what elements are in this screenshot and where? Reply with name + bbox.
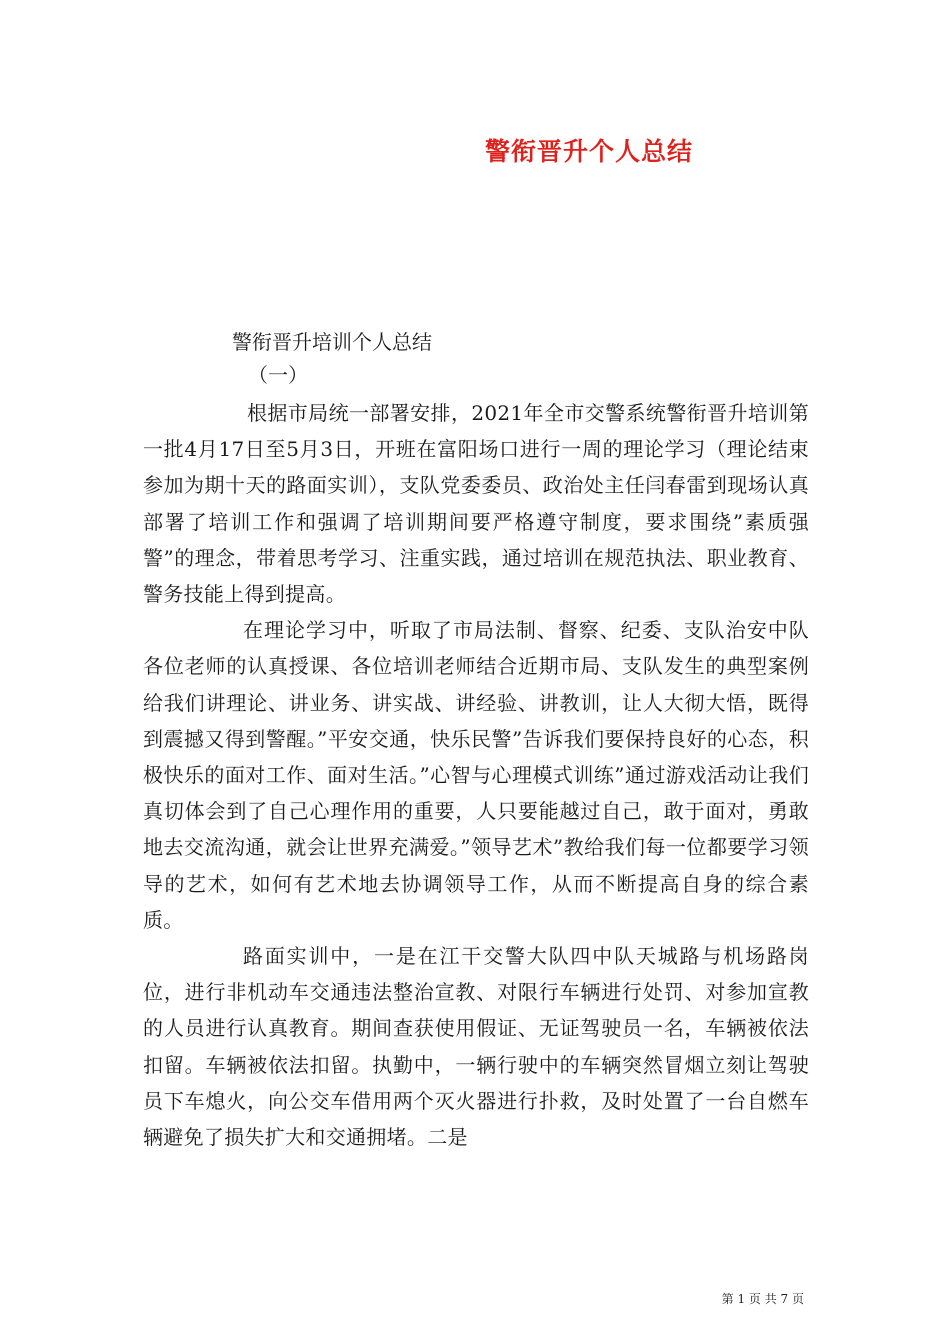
paragraph-2: 在理论学习中，听取了市局法制、督察、纪委、支队治安中队各位老师的认真授课、各位培训老师结合近期市局、支队发生的典型案例给我们讲理论、讲业务、讲实战、讲经验、讲教训，让人大彻大悟，既得到震撼又得到警醒。”平安交通，快乐民警”告诉我们要保持良好的心态，积极快乐的面对工作、面对生活。”心智与心理模式训练”通过游戏活动让我们真切体会到了自己心理作用的重要，人只要能越过自己，敢于面对，勇敢地去交流沟通，就会让世界充满爱。”领导艺术”教给我们每一位都要学习领导的艺术，如何有艺术地去协调领导工作，从而不断提高自身的综合素质。 bbox=[143, 618, 809, 932]
section-number: （一） bbox=[248, 363, 308, 387]
page-footer: 第 1 页 共 7 页 bbox=[721, 1292, 804, 1306]
document-title: 警衔晋升个人总结 bbox=[484, 137, 693, 166]
document-subtitle: 警衔晋升培训个人总结 bbox=[232, 330, 432, 354]
body-text bbox=[143, 395, 809, 1155]
paragraph-1: 根据市局统一部署安排，2021年全市交警系统警衔晋升培训第一批4月17日至5月3日，开班在富阳场口进行一周的理论学习（理论结束参加为期十天的路面实训），支队党委委员、政治处主任闫春雷到现场认真部署了培训工作和强调了培训期间要严格遵守制度，要求围绕”素质强警”的理念，带着思考学习、注重实践，通过培训在规范执法、职业教育、警务技能上得到提高。 bbox=[143, 401, 809, 607]
paragraph-3: 路面实训中，一是在江干交警大队四中队天城路与机场路岗位，进行非机动车交通违法整治宣教、对限行车辆进行处罚、对参加宣教的人员进行认真教育。期间查获使用假证、无证驾驶员一名，车辆被依法扣留。车辆被依法扣留。执勤中，一辆行驶中的车辆突然冒烟立刻让驾驶员下车熄火，向公交车借用两个灭火器进行扑救，及时处置了一台自燃车辆避免了损失扩大和交通拥堵。二是 bbox=[143, 944, 809, 1150]
